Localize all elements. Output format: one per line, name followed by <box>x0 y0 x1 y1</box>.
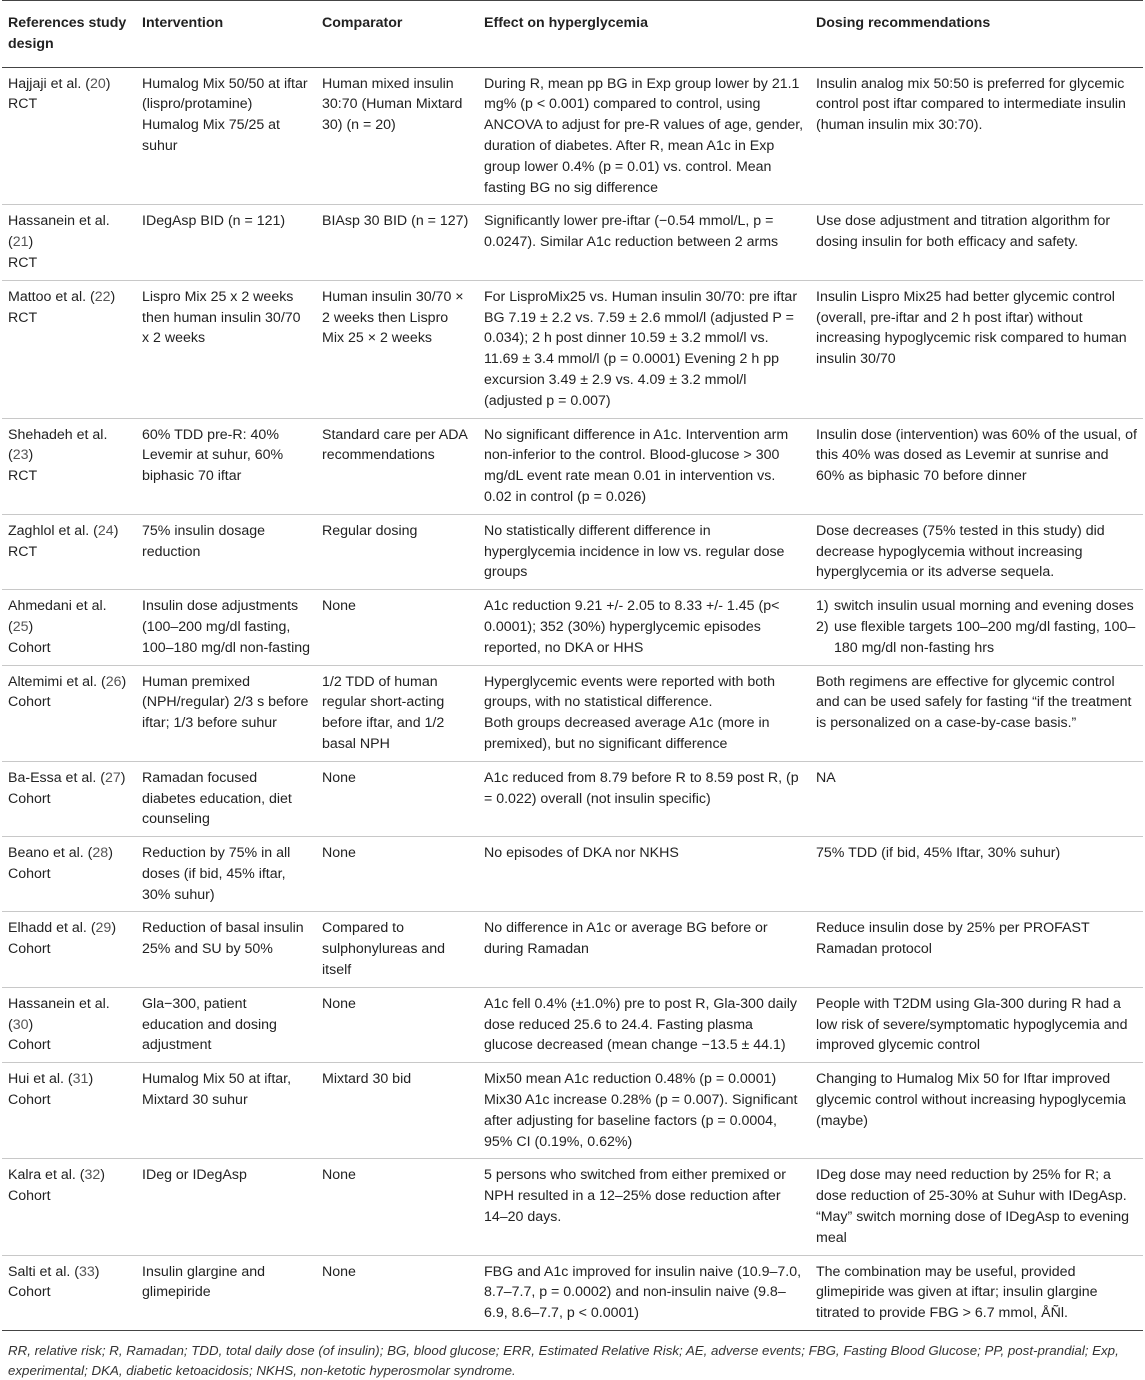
intervention-text: Insulin glargine and glimepiride <box>142 1263 266 1301</box>
dosing-text: Insulin Lispro Mix25 had better glycemic control (overall, pre-iftar and 2 h post iftar) without increasing hypoglycemic risk compared to human insulin 30/70 <box>816 288 1127 368</box>
effect-cell <box>478 205 810 280</box>
comparator-cell <box>316 665 478 761</box>
reference-link[interactable]: 23 <box>12 447 29 464</box>
table-row <box>2 514 1143 589</box>
table-row <box>2 761 1143 836</box>
table-row <box>2 987 1143 1062</box>
study-design: RCT <box>8 468 38 485</box>
author-name: Mattoo et al. ( <box>8 288 95 305</box>
reference-cell <box>2 1255 136 1330</box>
intervention-cell <box>136 665 316 761</box>
study-design: RCT <box>8 254 38 271</box>
comparator-cell <box>316 514 478 589</box>
dosing-cell <box>810 837 1143 912</box>
reference-link[interactable]: 28 <box>92 845 109 862</box>
intervention-text: Ramadan focused diabetes education, diet counseling <box>142 769 292 828</box>
reference-cell <box>2 665 136 761</box>
dosing-text: Insulin analog mix 50:50 is preferred for glycemic control post iftar compared to intermediate insulin (human insulin mix 30:70). <box>816 75 1126 134</box>
reference-link[interactable]: 31 <box>72 1071 89 1088</box>
reference-line <box>8 1262 130 1283</box>
intervention-text: Humalog Mix 50 at iftar, Mixtard 30 suhur <box>142 1071 292 1109</box>
table-row <box>2 418 1143 514</box>
comparator-cell <box>316 1063 478 1159</box>
intervention-cell <box>136 987 316 1062</box>
reference-line <box>8 287 130 308</box>
table-wrapper <box>2 0 1143 1380</box>
comparator-text: None <box>322 1263 356 1280</box>
reference-close: ) <box>28 1016 34 1033</box>
comparator-cell <box>316 205 478 280</box>
reference-close: ) <box>28 447 34 464</box>
intervention-cell <box>136 1159 316 1255</box>
dosing-cell <box>810 1063 1143 1159</box>
dosing-text: People with T2DM using Gla-300 during R had a low risk of severe/symptomatic hypoglycemia and improved glycemic control <box>816 995 1128 1054</box>
reference-line <box>8 994 130 1036</box>
effect-cell <box>478 1159 810 1255</box>
reference-cell <box>2 590 136 665</box>
reference-line <box>8 1165 130 1186</box>
effect-text: Both groups decreased average A1c (more in premixed), but no significant difference <box>484 715 770 752</box>
list-number: 1) <box>816 598 829 615</box>
study-design: RCT <box>8 96 38 113</box>
reference-line <box>8 843 130 864</box>
author-name: Hui et al. ( <box>8 1071 73 1088</box>
effect-cell <box>478 1255 810 1330</box>
dosing-text: Reduce insulin dose by 25% per PROFAST Ramadan protocol <box>816 920 1090 958</box>
column-header: Comparator <box>316 1 478 68</box>
effect-cell <box>478 987 810 1062</box>
reference-line <box>8 1069 130 1090</box>
table-row <box>2 837 1143 912</box>
author-name: Kalra et al. ( <box>8 1167 85 1184</box>
dosing-cell <box>810 1255 1143 1330</box>
dosing-cell <box>810 912 1143 987</box>
effect-cell <box>478 761 810 836</box>
intervention-text: Gla−300, patient education and dosing adjustment <box>142 995 277 1054</box>
effect-text: Mix50 mean A1c reduction 0.48% (p = 0.0001) Mix30 A1c increase 0.28% (p = 0.007). Significant after adjusting for baseline factors (p = 0.0004, 95% CI (0.19%, 0.62%) <box>484 1071 798 1150</box>
column-header: Dosing recommendations <box>810 1 1143 68</box>
comparator-text: 1/2 TDD of human regular short-acting before iftar, and 1/2 basal NPH <box>322 673 445 752</box>
study-design: Cohort <box>8 639 51 656</box>
comparator-text: Regular dosing <box>322 522 418 539</box>
effect-cell <box>478 67 810 205</box>
table-row <box>2 1255 1143 1330</box>
intervention-text: Human premixed (NPH/regular) 2/3 s before iftar; 1/3 before suhur <box>142 673 309 732</box>
reference-line <box>8 918 130 939</box>
comparator-cell <box>316 761 478 836</box>
dosing-list <box>816 596 1137 658</box>
column-header: Effect on hyperglycemia <box>478 1 810 68</box>
list-number: 2) <box>816 618 829 635</box>
effect-text: Significantly lower pre-iftar (−0.54 mmol/L, p = 0.0247). Similar A1c reduction between 2 arms <box>484 213 779 251</box>
intervention-text: 75% insulin dosage reduction <box>142 522 266 560</box>
dosing-cell <box>810 987 1143 1062</box>
comparator-text: Standard care per ADA recommendations <box>322 426 468 464</box>
table-row <box>2 205 1143 280</box>
study-design: Cohort <box>8 694 51 711</box>
table-header <box>2 1 1143 68</box>
dosing-cell <box>810 280 1143 418</box>
reference-close: ) <box>94 1263 100 1280</box>
study-design: Cohort <box>8 1188 51 1205</box>
dosing-cell <box>810 665 1143 761</box>
intervention-text: 60% TDD pre-R: 40% Levemir at suhur, 60% biphasic 70 iftar <box>142 426 284 485</box>
study-design: RCT <box>8 309 38 326</box>
intervention-text: Lispro Mix 25 x 2 weeks then human insulin 30/70 x 2 weeks <box>142 288 301 347</box>
author-name: Ahmedani et al. ( <box>8 598 107 635</box>
reference-link[interactable]: 33 <box>78 1263 95 1280</box>
effect-cell <box>478 665 810 761</box>
comparator-cell <box>316 590 478 665</box>
study-design: RCT <box>8 543 38 560</box>
dosing-cell <box>810 1159 1143 1255</box>
comparator-cell <box>316 987 478 1062</box>
author-name: Zaghlol et al. ( <box>8 522 98 539</box>
table-row <box>2 1159 1143 1255</box>
comparator-cell <box>316 1159 478 1255</box>
comparator-cell <box>316 418 478 514</box>
comparator-text: None <box>322 845 356 862</box>
intervention-cell <box>136 837 316 912</box>
effect-text: A1c reduction 9.21 +/- 2.05 to 8.33 +/- 1.45 (p< 0.0001); 352 (30%) hyperglycemic episodes reported, no DKA or HHS <box>484 598 780 656</box>
dosing-list-item <box>816 596 1137 617</box>
reference-cell <box>2 987 136 1062</box>
reference-close: ) <box>121 673 127 690</box>
reference-line <box>8 596 130 638</box>
author-name: Hassanein et al. ( <box>8 213 110 251</box>
table-row <box>2 665 1143 761</box>
dosing-cell <box>810 590 1143 665</box>
reference-close: ) <box>110 288 116 305</box>
dosing-text: Insulin dose (intervention) was 60% of the usual, of this 40% was dosed as Levemir at sunrise and 60% as biphasic 70 before dinner <box>816 426 1137 485</box>
intervention-cell <box>136 590 316 665</box>
comparator-text: None <box>322 1167 356 1184</box>
reference-close: ) <box>28 234 34 251</box>
reference-cell <box>2 67 136 205</box>
effect-cell <box>478 590 810 665</box>
reference-cell <box>2 761 136 836</box>
reference-link[interactable]: 30 <box>12 1016 29 1033</box>
dosing-text: IDeg dose may need reduction by 25% for R; a dose reduction of 25-30% at Suhur with IDegAsp. “May” switch morning dose of IDegAsp to evening meal <box>816 1167 1130 1246</box>
effect-text: No significant difference in A1c. Intervention arm non-inferior to the control. Blood-glucose > 300 mg/dL event rate mean 0.01 in intervention vs. 0.02 in control (p = 0.026) <box>484 426 789 505</box>
comparator-cell <box>316 67 478 205</box>
reference-link[interactable]: 29 <box>95 920 112 937</box>
effect-text: No episodes of DKA nor NKHS <box>484 845 679 862</box>
dosing-cell <box>810 205 1143 280</box>
author-name: Elhadd et al. ( <box>8 920 96 937</box>
table-footnote: RR, relative risk; R, Ramadan; TDD, total daily dose (of insulin); BG, blood glucose; ERR, Estimated Relative Risk; AE, adverse events; FBG, Fasting Blood Glucose; PP, post-prandial; Exp, experimental; DKA, diabetic ketoacidosis; NKHS, non-ketotic hyperosmolar syndrome. <box>8 1343 1119 1378</box>
comparator-text: None <box>322 769 356 786</box>
reference-close: ) <box>88 1071 94 1088</box>
intervention-text: Reduction by 75% in all doses (if bid, 45% iftar, 30% suhur) <box>142 845 291 903</box>
reference-link[interactable]: 20 <box>90 75 106 92</box>
study-design: Cohort <box>8 790 51 807</box>
reference-close: ) <box>120 769 126 786</box>
reference-link[interactable]: 25 <box>12 618 29 635</box>
intervention-text: Insulin dose adjustments (100–200 mg/dl fasting, 100–180 mg/dl non-fasting <box>142 598 311 656</box>
dosing-text: Use dose adjustment and titration algorithm for dosing insulin for both efficacy and safety. <box>816 213 1111 251</box>
study-design: Cohort <box>8 865 51 882</box>
comparator-text: Human insulin 30/70 × 2 weeks then Lispro Mix 25 × 2 weeks <box>322 288 464 347</box>
table-body <box>2 67 1143 1330</box>
effect-cell <box>478 418 810 514</box>
effect-text: 5 persons who switched from either premixed or NPH resulted in a 12–25% dose reduction after 14–20 days. <box>484 1167 787 1226</box>
intervention-cell <box>136 514 316 589</box>
comparator-text: BIAsp 30 BID (n = 127) <box>322 213 469 230</box>
author-name: Shehadeh et al. ( <box>8 426 108 464</box>
list-text: use flexible targets 100–200 mg/dl fasting, 100–180 mg/dl non-fasting hrs <box>834 618 1136 656</box>
reference-close: ) <box>113 522 119 539</box>
effect-cell <box>478 837 810 912</box>
effect-text: A1c reduced from 8.79 before R to 8.59 post R, (p = 0.022) overall (not insulin specific) <box>484 769 799 807</box>
dosing-list-item <box>816 617 1137 659</box>
comparator-cell <box>316 1255 478 1330</box>
effect-text: A1c fell 0.4% (±1.0%) pre to post R, Gla-300 daily dose reduced 25.6 to 24.4. Fasting plasma glucose decreased (mean change −13.5 ± 44.1) <box>484 995 797 1054</box>
reference-line <box>8 425 130 467</box>
reference-link[interactable]: 27 <box>105 769 121 786</box>
comparator-text: Human mixed insulin 30:70 (Human Mixtard 30) (n = 20) <box>322 75 463 134</box>
intervention-text: IDegAsp BID (n = 121) <box>142 213 286 230</box>
intervention-text: IDeg or IDegAsp <box>142 1167 247 1184</box>
effect-cell <box>478 514 810 589</box>
reference-close: ) <box>105 75 111 92</box>
study-design: Cohort <box>8 1284 51 1301</box>
comparator-cell <box>316 837 478 912</box>
comparator-text: None <box>322 995 356 1012</box>
author-name: Ba-Essa et al. ( <box>8 769 105 786</box>
list-text: switch insulin usual morning and evening doses <box>834 598 1134 615</box>
studies-table <box>2 0 1143 1331</box>
intervention-cell <box>136 1063 316 1159</box>
author-name: Beano et al. ( <box>8 845 93 862</box>
intervention-cell <box>136 912 316 987</box>
effect-cell <box>478 1063 810 1159</box>
comparator-text: Mixtard 30 bid <box>322 1071 412 1088</box>
effect-cell <box>478 912 810 987</box>
comparator-cell <box>316 280 478 418</box>
author-name: Altemimi et al. ( <box>8 673 106 690</box>
dosing-cell <box>810 67 1143 205</box>
reference-line <box>8 211 130 253</box>
intervention-cell <box>136 67 316 205</box>
reference-close: ) <box>111 920 117 937</box>
reference-line <box>8 74 130 95</box>
dosing-text: The combination may be useful, provided glimepiride was given at iftar; insulin glargine titrated to provide FBG > 6.7 mmol, ÅÑl. <box>816 1263 1098 1322</box>
reference-link[interactable]: 32 <box>84 1167 101 1184</box>
effect-text: For LisproMix25 vs. Human insulin 30/70: pre iftar BG 7.19 ± 2.2 vs. 7.59 ± 2.6 mmol/l (adjusted P = 0.034); 2 h post dinner 10.59 ± 3.2 mmol/l vs. 11.69 ± 3.4 mmol/l (p = 0.0001) Evening 2 h pp excursion 3.49 ± 2.9 vs. 4.09 ± 3.2 mmol/l (adjusted p = 0.007) <box>484 288 798 409</box>
reference-cell <box>2 280 136 418</box>
header-row <box>2 1 1143 68</box>
intervention-cell <box>136 761 316 836</box>
reference-close: ) <box>28 618 34 635</box>
column-header: References study design <box>2 1 136 68</box>
intervention-cell <box>136 205 316 280</box>
reference-line <box>8 521 130 542</box>
intervention-cell <box>136 418 316 514</box>
reference-link[interactable]: 26 <box>105 673 122 690</box>
author-name: Hajjaji et al. ( <box>8 75 91 92</box>
table-row <box>2 590 1143 665</box>
reference-line <box>8 768 130 789</box>
table-row <box>2 912 1143 987</box>
study-design: Cohort <box>8 1092 51 1109</box>
study-design: Cohort <box>8 1037 51 1054</box>
reference-line <box>8 672 130 693</box>
effect-text: During R, mean pp BG in Exp group lower by 21.1 mg% (p < 0.001) compared to control, using ANCOVA to adjust for pre-R values of age, gender, duration of diabetes. After R, mean A1c in Exp group lower 0.4% (p = 0.01) vs. control. Mean fasting BG no sig difference <box>484 75 804 196</box>
dosing-text: Changing to Humalog Mix 50 for Iftar improved glycemic control without increasing hypoglycemia (maybe) <box>816 1071 1126 1129</box>
table-row <box>2 67 1143 205</box>
dosing-text: NA <box>816 769 836 786</box>
column-header: Intervention <box>136 1 316 68</box>
reference-close: ) <box>108 845 113 862</box>
intervention-cell <box>136 280 316 418</box>
reference-cell <box>2 912 136 987</box>
study-design: Cohort <box>8 941 51 958</box>
reference-cell <box>2 1063 136 1159</box>
reference-link[interactable]: 22 <box>94 288 111 305</box>
author-name: Hassanein et al. ( <box>8 995 110 1033</box>
reference-close: ) <box>100 1167 106 1184</box>
table-row <box>2 1063 1143 1159</box>
dosing-text: 75% TDD (if bid, 45% Iftar, 30% suhur) <box>816 845 1061 862</box>
author-name: Salti et al. ( <box>8 1263 79 1280</box>
effect-text: No difference in A1c or average BG before or during Ramadan <box>484 920 768 958</box>
reference-cell <box>2 837 136 912</box>
effect-cell <box>478 280 810 418</box>
dosing-cell <box>810 514 1143 589</box>
table-row <box>2 280 1143 418</box>
intervention-text: Humalog Mix 75/25 at suhur <box>142 117 281 154</box>
dosing-text: Both regimens are effective for glycemic control and can be used safely for fasting “if the treatment is personalized on a case-by-case basis.” <box>816 673 1132 732</box>
comparator-cell <box>316 912 478 987</box>
dosing-cell <box>810 761 1143 836</box>
reference-cell <box>2 1159 136 1255</box>
effect-text: FBG and A1c improved for insulin naive (10.9–7.0, 8.7–7.7, p = 0.0002) and non-insulin naive (9.8–6.9, 8.6–7.7, p < 0.0001) <box>484 1263 802 1322</box>
intervention-cell <box>136 1255 316 1330</box>
comparator-text: Compared to sulphonylureas and itself <box>322 920 446 979</box>
comparator-text: None <box>322 598 356 615</box>
intervention-text: Reduction of basal insulin 25% and SU by 50% <box>142 920 304 958</box>
effect-text: Hyperglycemic events were reported with both groups, with no statistical difference. <box>484 673 775 711</box>
reference-link[interactable]: 24 <box>97 522 114 539</box>
dosing-cell <box>810 418 1143 514</box>
dosing-text: Dose decreases (75% tested in this study) did decrease hypoglycemia without increasing hyperglycemia or its adverse sequela. <box>816 522 1105 581</box>
reference-cell <box>2 205 136 280</box>
reference-link[interactable]: 21 <box>12 234 29 251</box>
reference-cell <box>2 514 136 589</box>
effect-text: No statistically different difference in hyperglycemia incidence in low vs. regular dose groups <box>484 522 785 581</box>
intervention-text: Humalog Mix 50/50 at iftar (lispro/protamine) <box>142 75 308 113</box>
reference-cell <box>2 418 136 514</box>
